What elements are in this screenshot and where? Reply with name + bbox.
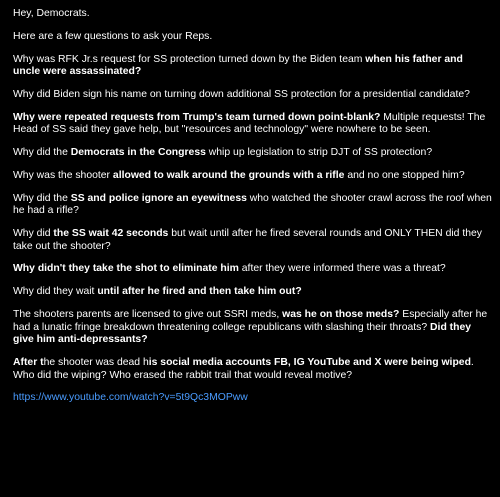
post-paragraph xyxy=(13,54,492,79)
bold-text: Why didn't they take the shot to eliminate him xyxy=(13,263,239,275)
post-paragraph xyxy=(13,357,492,382)
text-run: he shooter was dead h xyxy=(43,356,149,368)
text-run: Why did they wait xyxy=(13,286,98,298)
post-paragraph xyxy=(13,170,492,183)
text-run: Especially after he had a lunatic fringe breakdown threatening college republicans with slashing their throats? xyxy=(13,308,488,333)
post-paragraph xyxy=(13,263,492,276)
post-text xyxy=(13,8,492,382)
bold-text: when his father and uncle were assassinated? xyxy=(13,53,463,78)
text-run: Here are a few questions to ask your Reps. xyxy=(13,30,213,42)
text-run: but wait until after he fired several rounds and ONLY THEN did they take out the shooter? xyxy=(13,228,482,252)
post-paragraph xyxy=(13,286,492,299)
post-paragraph xyxy=(13,31,492,44)
post-paragraph xyxy=(13,112,492,137)
text-run: Why did xyxy=(13,228,54,240)
link-paragraph xyxy=(13,392,492,405)
bold-text: After t xyxy=(13,356,44,368)
post-paragraph xyxy=(13,193,492,218)
bold-text: is social media accounts FB, IG YouTube and X were being wiped xyxy=(148,356,471,368)
post-paragraph xyxy=(13,89,492,102)
text-run: Why was the shooter xyxy=(13,169,113,181)
text-run: after they were informed there was a threat? xyxy=(238,263,446,275)
bold-text: allowed to walk around the grounds with a rifle xyxy=(112,169,345,181)
bold-text: Why were repeated requests from Trump's team turned down point-blank? xyxy=(13,111,381,123)
text-run: and no one stopped him? xyxy=(344,169,465,181)
post-paragraph xyxy=(13,228,492,253)
post-paragraph xyxy=(13,309,492,347)
bold-text: was he on those meds? xyxy=(282,308,400,320)
video-link[interactable]: https://www.youtube.com/watch?v=5t9Qc3MOPww xyxy=(13,392,248,404)
bold-text: Democrats in the Congress xyxy=(70,147,206,159)
bold-text: until after he fired and then take him out? xyxy=(97,286,302,298)
text-run: Why was RFK Jr.s request for SS protection turned down by the Biden team xyxy=(13,53,366,65)
text-run: The shooters parents are licensed to give out SSRI meds, xyxy=(13,308,283,320)
bold-text: Did they give him anti-depressants? xyxy=(13,321,472,346)
text-run: who watched the shooter crawl across the roof when he had a rifle? xyxy=(13,192,492,217)
bold-text: the SS wait 42 seconds xyxy=(53,228,169,240)
text-run: Why did Biden sign his name on turning down additional SS protection for a presidential candidate? xyxy=(13,88,470,100)
bold-text: SS and police ignore an eyewitness xyxy=(70,192,247,204)
text-run: Why did the xyxy=(13,192,71,204)
text-run: Multiple requests! The Head of SS said they gave help, but "resources and technology" were nowhere to be seen. xyxy=(13,111,486,136)
text-run: whip up legislation to strip DJT of SS protection? xyxy=(205,147,433,159)
text-run: . Who did the wiping? Who erased the rabbit trail that would reveal motive? xyxy=(13,356,474,381)
post-paragraph xyxy=(13,8,492,21)
text-run: Hey, Democrats. xyxy=(13,8,90,19)
text-run: Why did the xyxy=(13,147,71,159)
post-paragraph xyxy=(13,147,492,160)
